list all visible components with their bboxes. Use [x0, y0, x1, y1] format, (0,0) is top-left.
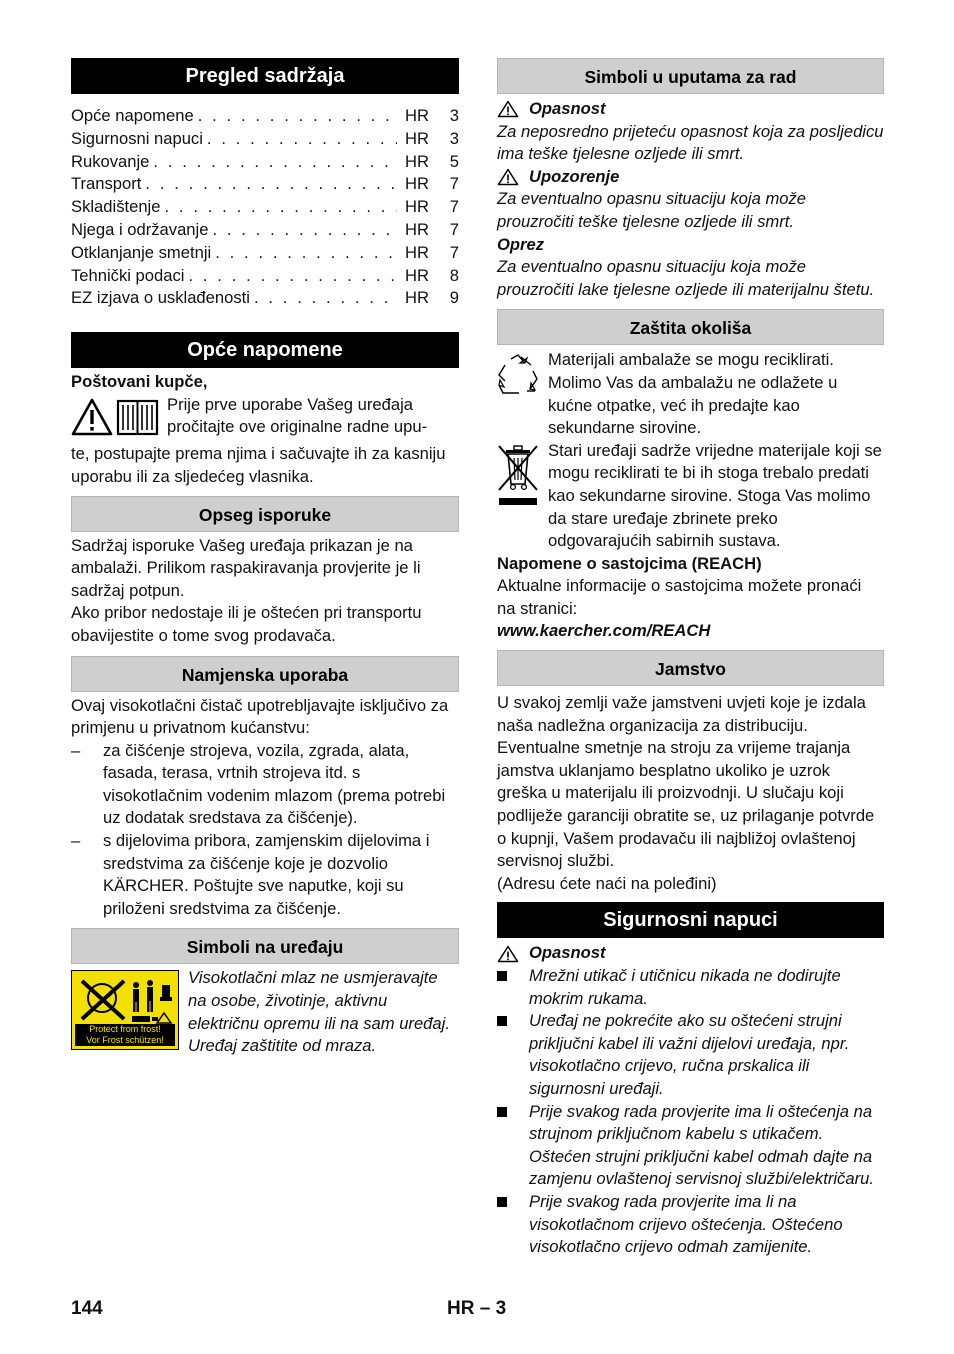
frost-warning-label	[71, 970, 179, 1050]
toc-entry-lang: HR	[405, 265, 429, 285]
left-column	[71, 58, 459, 1058]
toc-entry-title: Tehnički podaci	[71, 265, 185, 285]
list-item	[497, 965, 884, 1010]
toc-entry-page: 3	[449, 106, 459, 125]
toc-entry-page: 9	[449, 288, 459, 308]
danger-text: Za neposredno prijeteću opasnost koja za posljedicu ima teške tjelesne ozljede ili smrt.	[497, 121, 884, 164]
safety-danger-label: Opasnost	[529, 943, 606, 963]
toc-entry[interactable]	[71, 219, 459, 242]
device-symbols-text: Visokotlačni mlaz ne usmjeravajte na osobe, životinje, aktivnu električnu opremu ili na sam uređaj. Uređaj zaštitite od mraza.	[188, 968, 450, 1056]
weee-text: Stari uređaji sadrže vrijedne materijale koji se mogu reciklirati te bi ih stoga trebalo predati kao sekundarne sirovine. Stoga Vas molimo da stare uređaje zbrinete preko odgovarajućih sabirnih sustava.	[548, 440, 882, 551]
warranty-text: U svakoj zemlji važe jamstveni uvjeti koje je izdala naša nadležna organizacija za distribuciju. Eventualne smetnje na stroju za vrijeme trajanja jamstva uklanjamo besplatno ukoliko je uzrok greška u materijalu ili proizvodnji. U slučaju koji podliježe garanciji obratite se, uz prilaganje potvrde o kupnji, Vašem prodavaču ili najbližoj ovlaštenoj servisnoj službi.	[497, 693, 875, 871]
general-heading: Opće napomene	[71, 332, 459, 368]
reach-heading: Napomene o sastojcima (REACH)	[497, 553, 762, 573]
list-item	[71, 830, 459, 920]
warranty-note: (Adresu ćete naći na poleđini)	[497, 873, 717, 893]
warning-book-icon	[71, 397, 159, 437]
caution-label: Oprez	[497, 234, 545, 254]
weee-block	[497, 440, 884, 553]
right-column	[497, 58, 884, 1259]
toc-entry-lang: HR	[405, 151, 429, 171]
recycling-block	[497, 349, 884, 439]
warning-triangle-icon	[497, 945, 519, 963]
toc-entry-title: EZ izjava o usklađenosti	[71, 288, 250, 308]
toc-entry-title: Rukovanje	[71, 151, 150, 171]
toc-entry-page: 5	[449, 151, 459, 171]
toc-entry-page: 7	[449, 242, 459, 262]
toc-entry-lang: HR	[405, 174, 429, 194]
square-bullet-icon	[497, 1016, 507, 1026]
safety-heading: Sigurnosni napuci	[497, 902, 884, 938]
warning-label-row	[497, 166, 884, 189]
environment-heading: Zaštita okoliša	[497, 309, 884, 345]
delivery-heading: Opseg isporuke	[71, 496, 459, 532]
toc-entry[interactable]	[71, 287, 459, 310]
toc-entry[interactable]	[71, 151, 459, 174]
list-item	[497, 1101, 884, 1191]
device-symbols-block	[71, 970, 459, 1057]
frost-label-line-2: Vor Frost schützen!	[86, 1035, 164, 1046]
toc-entry-lang: HR	[405, 219, 429, 239]
read-manual-icons	[71, 397, 159, 444]
toc-entry[interactable]	[71, 242, 459, 265]
toc-entry[interactable]	[71, 128, 459, 151]
square-bullet-icon	[497, 1107, 507, 1117]
list-item-text: Prije svakog rada provjerite ima li oštećenja na strujnom priključnom kabelu s utikačem. Oštećen strujni priključni kabel odmah dajte na zamjenu ovlaštenoj servisnoj službi/električaru.	[529, 1101, 874, 1189]
toc-entry-title: Sigurnosni napuci	[71, 128, 203, 148]
toc-entry-title: Otklanjanje smetnji	[71, 242, 212, 262]
page-number: 144	[71, 1298, 103, 1319]
no-spray-pictogram-icon	[72, 971, 177, 1027]
toc-entry[interactable]	[71, 265, 459, 288]
warning-triangle-icon	[497, 100, 519, 118]
warning-triangle-icon	[497, 168, 519, 186]
list-item	[497, 1191, 884, 1259]
device-symbols-heading: Simboli na uređaju	[71, 928, 459, 964]
intended-use-intro: Ovaj visokotlačni čistač upotrebljavajte isključivo za primjenu u privatnom kućanstvu:	[71, 695, 449, 738]
warning-text: Za eventualno opasnu situaciju koja može prouzročiti teške tjelesne ozljede ili smrt.	[497, 189, 807, 231]
greeting: Poštovani kupče,	[71, 372, 208, 392]
frost-label-text	[75, 1024, 175, 1046]
recycling-text: Materijali ambalaže se mogu reciklirati. Molimo Vas da ambalažu ne odlažete u kućne otpatke, već ih predajte kao sekundarne sirovine.	[548, 350, 838, 438]
table-of-contents	[71, 105, 459, 310]
manual-symbols-heading: Simboli u uputama za rad	[497, 58, 884, 94]
intro-text-first: Prije prve uporabe Vašeg uređaja pročitajte ove originalne radne upu-	[167, 394, 428, 437]
toc-entry-lang: HR	[405, 197, 429, 217]
list-item-text: Uređaj ne pokrećite ako su oštećeni strujni priključni kabel ili važni dijelovi uređaja, npr. visokotlačno crijevo, ručna prskalica ili sigurnosni uređaji.	[529, 1011, 850, 1098]
list-item-text: s dijelovima pribora, zamjenskim dijelovima i sredstvima za čišćenje koje je dozvolio KÄRCHER. Poštujte sve naputke, koji su priloženi sredstvima za čišćenje.	[103, 831, 430, 918]
square-bullet-icon	[497, 1197, 507, 1207]
toc-entry-title: Skladištenje	[71, 197, 161, 217]
intended-use-heading: Namjenska uporaba	[71, 656, 459, 692]
toc-entry-page: 7	[449, 219, 459, 239]
dash-bullet: –	[71, 740, 81, 760]
toc-entry[interactable]	[71, 173, 459, 196]
warranty-heading: Jamstvo	[497, 650, 884, 686]
warning-label: Upozorenje	[529, 166, 620, 186]
toc-entry-page: 7	[449, 174, 459, 194]
delivery-text-2: Ako pribor nedostaje ili je oštećen pri transportu obavijestite o tome svog prodavača.	[71, 603, 422, 645]
list-item-text: Prije svakog rada provjerite ima li na visokotlačnom crijevo oštećenja. Oštećeno visokotlačno crijevo odmah zamijenite.	[529, 1191, 843, 1257]
toc-entry-lang: HR	[405, 242, 429, 262]
toc-entry-page: 8	[449, 265, 459, 285]
toc-entry-page: 3	[449, 128, 459, 148]
toc-entry-lang: HR	[405, 288, 429, 308]
delivery-text-1: Sadržaj isporuke Vašeg uređaja prikazan je na ambalaži. Prilikom raspakiravanja provjerite je li sadržaj potpun.	[71, 535, 421, 600]
toc-entry-title: Njega i održavanje	[71, 219, 209, 239]
list-item	[497, 1010, 884, 1100]
safety-danger-row	[497, 942, 884, 965]
section-page-label: HR – 3	[447, 1298, 507, 1319]
toc-entry-title: Opće napomene	[71, 106, 194, 125]
toc-entry-page: 7	[449, 197, 459, 217]
recycling-icon	[497, 353, 539, 397]
general-intro	[71, 394, 459, 489]
toc-entry[interactable]	[71, 196, 459, 219]
reach-text: Aktualne informacije o sastojcima možete pronaći na stranici:	[497, 576, 862, 618]
caution-text: Za eventualno opasnu situaciju koja može prouzročiti lake tjelesne ozljede ili materijalnu štetu.	[497, 257, 875, 299]
danger-label-row	[497, 98, 884, 121]
reach-link[interactable]: www.kaercher.com/REACH	[497, 621, 711, 641]
toc-entry-lang: HR	[405, 128, 429, 148]
dash-bullet: –	[71, 831, 81, 851]
list-item-text: Mrežni utikač i utičnicu nikada ne dodirujte mokrim rukama.	[529, 966, 841, 1008]
square-bullet-icon	[497, 971, 507, 981]
list-item	[71, 740, 459, 830]
intro-text-rest: te, postupajte prema njima i sačuvajte ih za kasniju uporabu ili za sljedećeg vlasnika.	[71, 444, 446, 486]
frost-label-line-1: Protect from frost!	[89, 1024, 161, 1035]
toc-entry-lang: HR	[405, 106, 429, 125]
toc-entry[interactable]	[71, 105, 459, 128]
danger-label: Opasnost	[529, 99, 606, 118]
crossed-bin-icon	[497, 442, 539, 506]
list-item-text: za čišćenje strojeva, vozila, zgrada, alata, fasada, terasa, vrtnih strojeva itd. s visokotlačnim vodenim mlazom (prema potrebi uz dodatak sredstava za čišćenje).	[103, 740, 446, 828]
toc-entry-title: Transport	[71, 174, 142, 194]
toc-heading: Pregled sadržaja	[71, 58, 459, 94]
